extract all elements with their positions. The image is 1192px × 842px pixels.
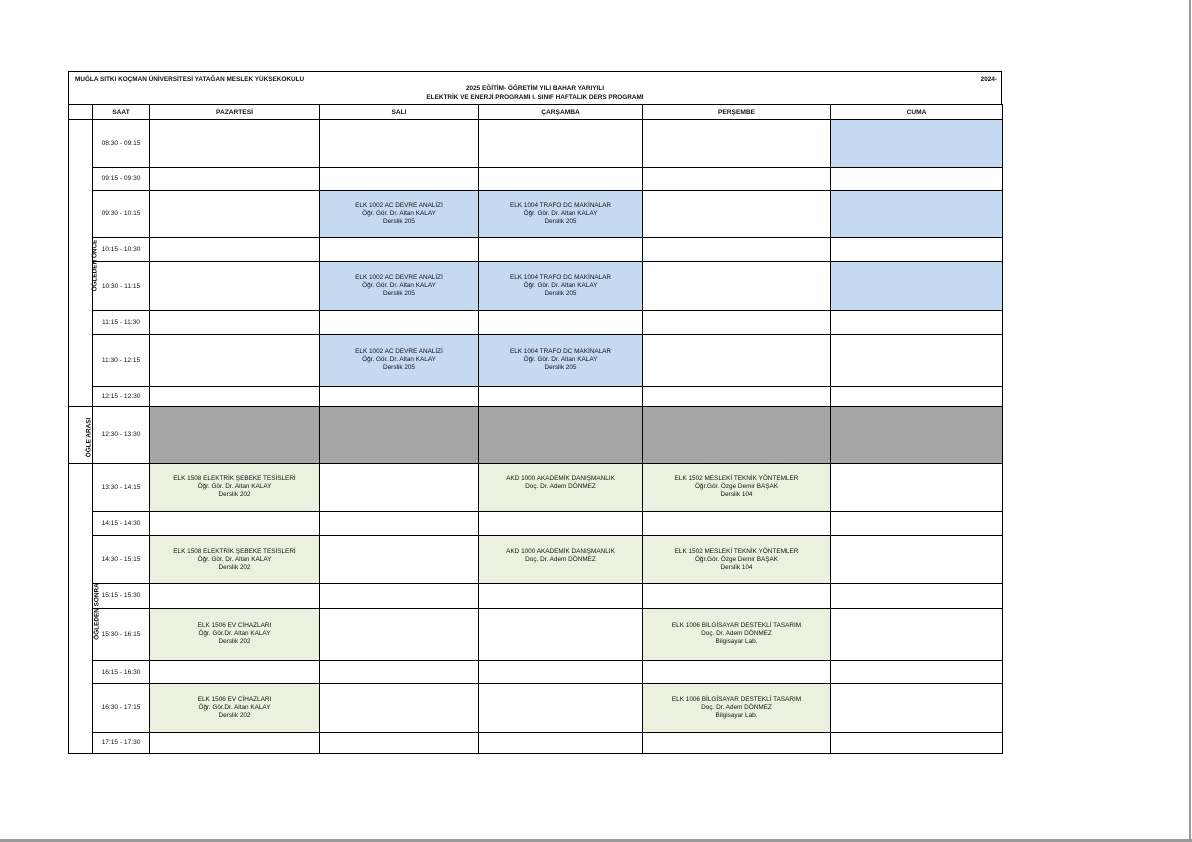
table-row (69, 535, 1003, 583)
slot-cell (479, 661, 643, 684)
slot-cell (643, 190, 831, 237)
slot-cell (643, 732, 831, 753)
slot-cell-highlighted (831, 262, 1003, 310)
course-code: AKD 1000 AKADEMİK DANIŞMANLIK (506, 475, 615, 483)
page-edge-right (1189, 0, 1191, 842)
slot-cell (320, 238, 479, 262)
time-cell: 16:15 - 16:30 (93, 661, 150, 684)
time-cell: 12:15 - 12:30 (93, 386, 150, 406)
course-instructor: Öğr. Gör. Dr. Altan KALAY (523, 356, 598, 364)
slot-cell (320, 386, 479, 406)
course-cell (479, 190, 643, 237)
course-room-empty (479, 564, 642, 572)
course-room: Derslik 205 (383, 217, 415, 225)
lunch-cell (643, 406, 831, 464)
slot-cell (150, 386, 320, 406)
slot-cell (831, 608, 1003, 660)
term-title: 2025 EĞİTİM- ÖĞRETİM YILI BAHAR YARIYILI (465, 85, 604, 92)
slot-cell (320, 511, 479, 535)
course-room: Derslik 202 (218, 711, 251, 719)
column-header-row (69, 105, 1003, 120)
table-row (69, 584, 1003, 608)
slot-cell (320, 732, 479, 753)
course-room: Bilgisayar Lab. (715, 638, 758, 646)
course-cell (150, 608, 320, 660)
table-row-lunch (69, 406, 1003, 464)
course-cell (643, 608, 831, 660)
table-row (69, 464, 1003, 511)
course-code: ELK 1002 AC DEVRE ANALİZİ (355, 274, 443, 282)
period-afternoon-label: ÖĞLEDEN SONRA (93, 582, 101, 640)
time-cell: 14:15 - 14:30 (93, 511, 150, 535)
slot-cell (643, 386, 831, 406)
period-afternoon (69, 464, 101, 754)
course-code: ELK 1002 AC DEVRE ANALİZİ (355, 348, 443, 356)
time-cell: 13:30 - 14:15 (93, 464, 150, 511)
slot-cell (831, 335, 1003, 386)
course-cell (479, 464, 643, 511)
course-code: ELK 1006 BİLGİSAYAR DESTEKLİ TASARIM (671, 695, 802, 703)
course-cell (643, 535, 831, 583)
schedule-sheet (68, 71, 1002, 754)
slot-cell (479, 732, 643, 753)
time-cell: 11:15 - 11:30 (93, 310, 150, 334)
slot-cell (643, 335, 831, 386)
course-room: Derslik 205 (383, 290, 415, 298)
course-room: Bilgisayar Lab. (715, 711, 758, 719)
course-room: Derslik 205 (544, 364, 577, 372)
course-code: ELK 1506 EV CİHAZLARI (197, 622, 272, 630)
course-room-empty (479, 491, 642, 499)
slot-cell (320, 120, 479, 167)
course-instructor: Öğr.Gör. Özge Demir BAŞAK (694, 555, 779, 563)
period-lunch (69, 406, 93, 464)
table-row (69, 386, 1003, 406)
slot-cell (150, 335, 320, 386)
slot-cell (831, 732, 1003, 753)
course-instructor: Doç. Dr. Adem DÖNMEZ (525, 555, 596, 563)
time-cell: 10:30 - 11:15 (93, 262, 150, 310)
time-cell: 11:30 - 12:15 (93, 335, 150, 386)
course-instructor: Öğr. Gör. Dr. Altan KALAY (523, 282, 598, 290)
slot-cell (479, 684, 643, 732)
column-header-carsamba: ÇARŞAMBA (479, 105, 643, 120)
lunch-cell (150, 406, 320, 464)
slot-cell (831, 310, 1003, 334)
slot-cell (320, 608, 479, 660)
course-room: Derslik 202 (218, 638, 251, 646)
slot-cell (150, 310, 320, 334)
course-instructor: Öğr. Gör. Dr. Altan KALAY (523, 209, 598, 217)
program-title (69, 84, 1001, 102)
table-row (69, 310, 1003, 334)
lunch-cell (479, 406, 643, 464)
course-code: ELK 1006 BİLGİSAYAR DESTEKLİ TASARIM (671, 622, 802, 630)
course-instructor: Öğr.Gör. Özge Demir BAŞAK (694, 483, 779, 491)
course-cell (643, 464, 831, 511)
time-cell: 09:15 - 09:30 (93, 167, 150, 190)
time-cell: 17:15 - 17:30 (93, 732, 150, 753)
table-row (69, 238, 1003, 262)
time-cell: 10:15 - 10:30 (93, 238, 150, 262)
slot-cell (479, 584, 643, 608)
slot-cell (831, 238, 1003, 262)
course-instructor: Öğr. Gör. Dr. Altan KALAY (362, 282, 436, 290)
slot-cell (831, 684, 1003, 732)
course-instructor: Öğr. Gör. Dr. Altan KALAY (197, 555, 272, 563)
slot-cell (831, 386, 1003, 406)
slot-cell (479, 386, 643, 406)
column-header-sali: SALI (320, 105, 479, 120)
slot-cell (320, 310, 479, 334)
slot-cell (320, 584, 479, 608)
slot-cell (643, 310, 831, 334)
course-code: ELK 1004 TRAFO DC MAKİNALAR (509, 201, 612, 209)
course-code: AKD 1000 AKADEMİK DANIŞMANLIK (506, 547, 615, 555)
period-header (69, 105, 93, 120)
course-code: ELK 1508 ELEKTRİK ŞEBEKE TESİSLERİ (173, 547, 296, 555)
time-cell: 12:30 - 13:30 (93, 406, 150, 464)
time-cell: 14:30 - 15:15 (93, 535, 150, 583)
course-room: Derslik 205 (544, 217, 577, 225)
lunch-cell (831, 406, 1003, 464)
period-lunch-label: ÖĞLE ARASI (85, 417, 93, 458)
course-instructor: Öğr. Gör. Dr. Altan KALAY (362, 356, 436, 364)
course-cell (320, 262, 479, 310)
course-code: ELK 1004 TRAFO DC MAKİNALAR (509, 348, 612, 356)
course-cell (643, 684, 831, 732)
table-row (69, 732, 1003, 753)
slot-cell (150, 262, 320, 310)
slot-cell (150, 238, 320, 262)
course-instructor: Öğr. Gör.Dr. Altan KALAY (198, 703, 271, 711)
period-morning-label: ÖĞLEDEN ÖNCE (91, 239, 99, 292)
schedule-table (68, 104, 1003, 754)
table-row (69, 120, 1003, 167)
time-cell: 15:15 - 15:30 (93, 584, 150, 608)
course-room: Derslik 104 (720, 491, 753, 499)
slot-cell-highlighted (831, 120, 1003, 167)
table-row (69, 262, 1003, 310)
column-header-cuma: CUMA (831, 105, 1003, 120)
course-room: Derslik 205 (383, 364, 415, 372)
slot-cell (479, 511, 643, 535)
column-header-persembe: PERŞEMBE (643, 105, 831, 120)
slot-cell (479, 608, 643, 660)
period-morning (69, 120, 99, 407)
course-room: Derslik 205 (544, 290, 577, 298)
slot-cell (831, 464, 1003, 511)
slot-cell (643, 120, 831, 167)
table-row (69, 167, 1003, 190)
slot-cell (320, 535, 479, 583)
slot-cell (479, 167, 643, 190)
course-instructor: Öğr. Gör. Dr. Altan KALAY (197, 483, 272, 491)
slot-cell (479, 238, 643, 262)
slot-cell (479, 310, 643, 334)
slot-cell (643, 262, 831, 310)
slot-cell (831, 661, 1003, 684)
course-instructor: Doç. Dr. Adem DÖNMEZ (525, 483, 596, 491)
slot-cell-highlighted (831, 190, 1003, 237)
table-row (69, 608, 1003, 660)
program-name: ELEKTRİK VE ENERJİ PROGRAMI I. SINIF HAFTALIK DERS PROGRAMI (426, 94, 644, 101)
time-cell: 15:30 - 16:15 (93, 608, 150, 660)
time-cell: 16:30 - 17:15 (93, 684, 150, 732)
slot-cell (150, 584, 320, 608)
slot-cell (320, 661, 479, 684)
course-instructor: Öğr. Gör.Dr. Altan KALAY (198, 630, 271, 638)
course-cell (479, 335, 643, 386)
table-row (69, 661, 1003, 684)
slot-cell (150, 732, 320, 753)
slot-cell (831, 535, 1003, 583)
table-row (69, 511, 1003, 535)
course-cell (150, 684, 320, 732)
institution-title: MUĞLA SITKI KOÇMAN ÜNİVERSİTESİ YATAĞAN MESLEK YÜKSEKOKULU (75, 76, 305, 83)
course-cell (479, 262, 643, 310)
column-header-saat: SAAT (93, 105, 150, 120)
course-cell (150, 535, 320, 583)
slot-cell (150, 511, 320, 535)
table-row (69, 190, 1003, 237)
time-cell: 08:30 - 09:15 (93, 120, 150, 167)
slot-cell (831, 167, 1003, 190)
course-cell (320, 335, 479, 386)
course-cell (320, 190, 479, 237)
slot-cell (643, 584, 831, 608)
lunch-cell (320, 406, 479, 464)
course-code: ELK 1506 EV CİHAZLARI (197, 695, 272, 703)
course-instructor: Doç. Dr. Adem DÖNMEZ (701, 630, 772, 638)
course-cell (150, 464, 320, 511)
slot-cell (831, 584, 1003, 608)
slot-cell (150, 190, 320, 237)
course-code: ELK 1002 AC DEVRE ANALİZİ (355, 201, 443, 209)
slot-cell (150, 661, 320, 684)
course-code: ELK 1508 ELEKTRİK ŞEBEKE TESİSLERİ (173, 475, 296, 483)
slot-cell (320, 167, 479, 190)
slot-cell (643, 167, 831, 190)
year-suffix: 2024- (980, 76, 997, 83)
time-cell: 09:30 - 10:15 (93, 190, 150, 237)
slot-cell (150, 120, 320, 167)
table-row (69, 684, 1003, 732)
table-row (69, 335, 1003, 386)
course-code: ELK 1004 TRAFO DC MAKİNALAR (509, 274, 612, 282)
slot-cell (831, 511, 1003, 535)
course-room: Derslik 202 (218, 491, 251, 499)
course-cell (479, 535, 643, 583)
course-instructor: Öğr. Gör. Dr. Altan KALAY (362, 209, 436, 217)
course-code: ELK 1502 MESLEKİ TEKNİK YÖNTEMLER (674, 475, 799, 483)
slot-cell (150, 167, 320, 190)
slot-cell (320, 684, 479, 732)
slot-cell (643, 661, 831, 684)
slot-cell (320, 464, 479, 511)
slot-cell (643, 511, 831, 535)
course-room: Derslik 104 (720, 563, 753, 571)
column-header-pazartesi: PAZARTESİ (150, 105, 320, 120)
course-room: Derslik 202 (218, 563, 251, 571)
slot-cell (643, 238, 831, 262)
course-code: ELK 1502 MESLEKİ TEKNİK YÖNTEMLER (674, 547, 799, 555)
schedule-header (68, 71, 1002, 104)
course-instructor: Doç. Dr. Adem DÖNMEZ (701, 703, 772, 711)
slot-cell (479, 120, 643, 167)
